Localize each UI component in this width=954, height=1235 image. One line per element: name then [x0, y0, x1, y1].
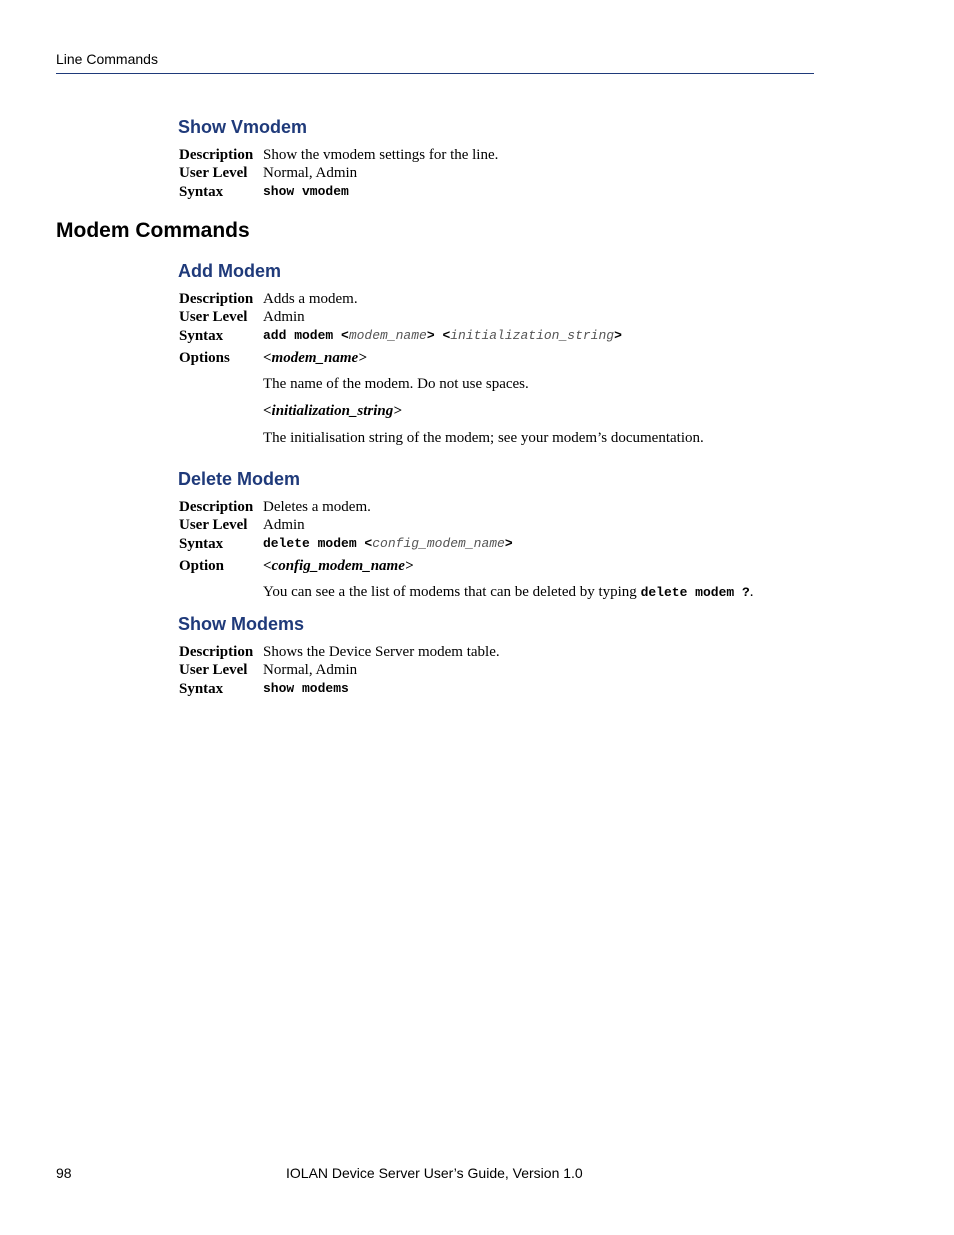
syntax-arg-initialization-string: initialization_string [450, 328, 615, 343]
option-config-modem-name: <config_modem_name> [263, 558, 414, 574]
show-modems-description: Shows the Device Server modem table. [263, 644, 500, 660]
option-modem-name-description: The name of the modem. Do not use spaces. [263, 376, 529, 392]
label-syntax: Syntax [179, 536, 224, 552]
section-title-show-vmodem: Show Vmodem [178, 117, 308, 137]
label-user-level: User Level [179, 517, 248, 533]
delete-modem-syntax: delete modem <config_modem_name> [263, 536, 513, 551]
show-vmodem-user-level: Normal, Admin [263, 165, 358, 181]
footer-book-title: IOLAN Device Server User’s Guide, Version 1.0 [286, 1165, 583, 1181]
label-syntax: Syntax [179, 184, 224, 200]
add-modem-syntax: add modem <modem_name> <initialization_string> [263, 328, 622, 343]
label-description: Description [179, 499, 254, 515]
show-modems-user-level: Normal, Admin [263, 662, 358, 678]
show-modems-syntax: show modems [263, 681, 349, 696]
label-description: Description [179, 644, 254, 660]
label-user-level: User Level [179, 165, 248, 181]
inline-command: delete modem ? [640, 585, 750, 600]
section-title-delete-modem: Delete Modem [178, 469, 301, 489]
label-syntax: Syntax [179, 328, 224, 344]
header-rule [56, 73, 814, 74]
delete-modem-user-level: Admin [263, 517, 305, 533]
section-title-add-modem: Add Modem [178, 261, 281, 281]
option-text-end: . [749, 584, 754, 600]
page-number: 98 [56, 1165, 72, 1181]
label-description: Description [179, 147, 254, 163]
option-text: You can see a the list of modems that can be deleted by typing [263, 584, 637, 600]
syntax-command: delete modem [263, 536, 357, 551]
option-initialization-string: <initialization_string> [263, 403, 402, 419]
chapter-heading-modem-commands: Modem Commands [56, 219, 250, 242]
show-vmodem-syntax: show vmodem [263, 184, 349, 199]
syntax-arg-config-modem-name: config_modem_name [372, 536, 505, 551]
running-header: Line Commands [56, 51, 158, 67]
show-vmodem-description: Show the vmodem settings for the line. [263, 147, 499, 163]
add-modem-user-level: Admin [263, 309, 305, 325]
label-syntax: Syntax [179, 681, 224, 697]
label-option: Option [179, 558, 225, 574]
label-description: Description [179, 291, 254, 307]
label-user-level: User Level [179, 662, 248, 678]
option-modem-name: <modem_name> [263, 350, 367, 366]
label-options: Options [179, 350, 230, 366]
option-initialization-string-description: The initialisation string of the modem; see your modem’s documentation. [263, 430, 704, 446]
syntax-command: add modem [263, 328, 334, 343]
add-modem-description: Adds a modem. [263, 291, 358, 307]
delete-modem-description: Deletes a modem. [263, 499, 371, 515]
section-title-show-modems: Show Modems [178, 614, 305, 634]
label-user-level: User Level [179, 309, 248, 325]
syntax-arg-modem-name: modem_name [348, 328, 427, 343]
option-config-modem-name-description [263, 584, 754, 601]
